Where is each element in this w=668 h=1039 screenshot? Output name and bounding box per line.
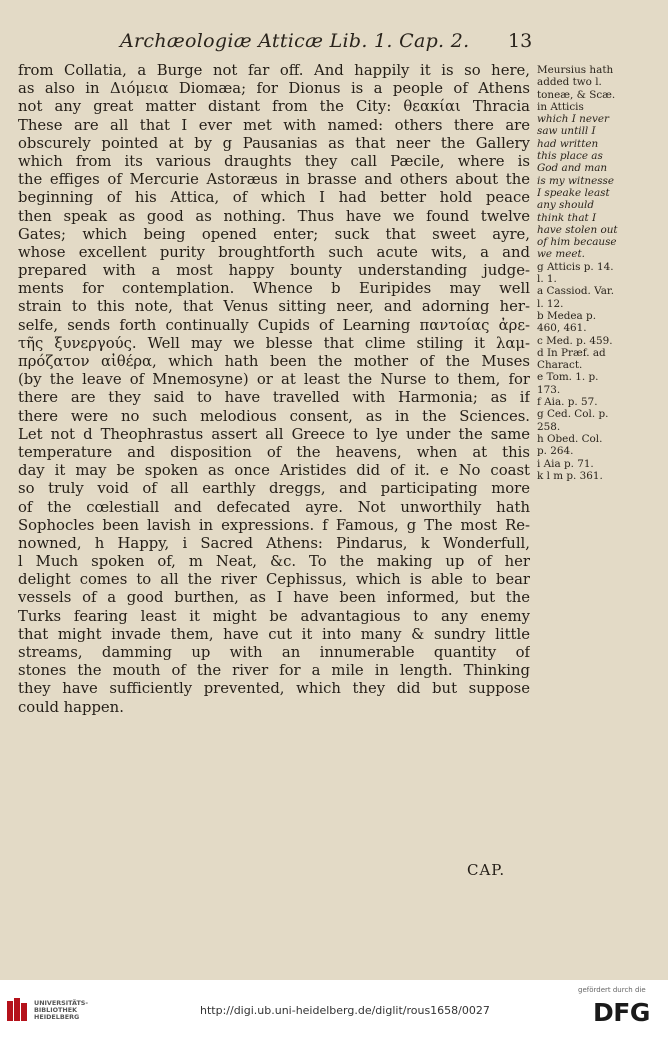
margin-notes <box>537 64 665 482</box>
margin-note: is my witnesse <box>537 174 615 187</box>
body-line: beginning of his Attica, of which I had better hold peace <box>18 189 530 207</box>
margin-note: 173. <box>537 383 561 396</box>
body-line: temperature and disposition of the heavens, when at this <box>18 443 530 461</box>
source-url[interactable]: http://digi.ub.uni-heidelberg.de/diglit/rous1658/0027 <box>200 1004 490 1017</box>
margin-note: God and man <box>537 162 608 175</box>
body-line: delight comes to all the river Cephissus, which is able to bear <box>18 571 530 589</box>
running-title: Archæologiæ Atticæ Lib. 1. Cap. 2. <box>120 30 470 52</box>
body-line: which from its various draughts they call Pæcile, where is <box>18 152 530 170</box>
margin-note: l. 12. <box>537 297 564 310</box>
margin-note: g Ced. Col. p. <box>537 408 609 421</box>
margin-note: any should <box>537 199 595 212</box>
body-line: could happen. <box>18 698 124 716</box>
margin-note: d In Præf. ad <box>537 346 606 359</box>
university-logo-icon <box>6 998 28 1022</box>
margin-note: f Aia. p. 57. <box>537 396 598 409</box>
margin-note: Meursius hath <box>537 64 614 76</box>
body-line: obscurely pointed at by g Pausanias as that neer the Gallery <box>18 134 530 152</box>
margin-note: think that I <box>537 211 597 224</box>
margin-note: i Aia p. 71. <box>537 457 594 470</box>
margin-note: b Medea p. <box>537 309 596 322</box>
margin-note: c Med. p. 459. <box>537 334 613 347</box>
margin-note: of him because <box>537 236 617 249</box>
body-line: then speak as good as nothing. Thus have we found twelve <box>18 207 530 225</box>
catchword: CAP. <box>467 861 506 879</box>
dfg-logo: DFG <box>593 998 650 1027</box>
body-line: streams, damming up with an innumerable quantity of <box>18 644 530 661</box>
body-line: selfe, sends forth continually Cupids of Learning παντοίας ἀρε- <box>18 316 530 334</box>
body-line: vessels of a good burthen, as I have been informed, but the <box>18 589 530 607</box>
body-line: of the cœlestiall and defecated ayre. Not unworthily hath <box>18 498 530 516</box>
library-name-line: BIBLIOTHEK <box>34 1006 78 1015</box>
body-text <box>18 62 530 717</box>
body-line: whose excellent purity broughtforth such acute wits, a and <box>18 243 530 261</box>
body-line: from Collatia, a Burge not far off. And happily it is so here, <box>18 62 530 79</box>
margin-note: Charact. <box>537 359 583 372</box>
library-name-line: HEIDELBERG <box>34 1013 80 1022</box>
viewer-footer <box>0 980 668 1039</box>
page-header <box>0 30 668 58</box>
body-line: day it may be spoken as once Aristides did of it. e No coast <box>18 462 530 480</box>
body-line: the effiges of Mercurie Astoræus in brasse and others about the <box>18 171 530 189</box>
body-line: as also in Διόμεια Diomæa; for Dionus is a people of Athens <box>18 80 530 98</box>
margin-note: saw untill I <box>537 125 596 138</box>
margin-note: k l m p. 361. <box>537 469 603 482</box>
margin-note: a Cassiod. Var. <box>537 285 615 298</box>
margin-note: have stolen out <box>537 223 618 236</box>
margin-note: we meet. <box>537 248 585 261</box>
body-line: ments for contemplation. Whence b Euripides may well <box>18 280 530 298</box>
body-line: not any great matter distant from the City: θεακίαι Thracia <box>18 98 530 116</box>
body-line: nowned, h Happy, i Sacred Athens: Pindarus, k Wonderfull, <box>18 534 530 552</box>
body-line: strain to this note, that Venus sitting neer, and adorning her- <box>18 298 530 316</box>
margin-note: e Tom. 1. p. <box>537 371 599 384</box>
body-line: so truly void of all earthly dreggs, and participating more <box>18 480 530 498</box>
body-line: These are all that I ever met with named: others there are <box>18 116 530 134</box>
body-line: that might invade them, have cut it into many & sundry little <box>18 625 530 643</box>
library-name-line: UNIVERSITÄTS- <box>34 999 89 1007</box>
body-line: τῆς ξυνεργούς. Well may we blesse that clime stiling it λαμ- <box>18 334 530 352</box>
body-line: stones the mouth of the river for a mile in length. Thinking <box>18 662 530 680</box>
body-line: prepared with a most happy bounty understanding judge- <box>18 262 530 280</box>
body-line: Sophocles been lavish in expressions. f Famous, g The most Re- <box>18 516 530 534</box>
margin-note: in Atticis <box>537 100 584 113</box>
margin-note: l. 1. <box>537 273 557 286</box>
margin-note: g Atticis p. 14. <box>537 260 614 273</box>
margin-note: this place as <box>537 150 603 163</box>
margin-note: toneæ, & Scæ. <box>537 88 616 101</box>
body-line: πρόζατον αἰθέρα, which hath been the mother of the Muses <box>18 353 530 370</box>
margin-note: added two l. <box>537 76 602 89</box>
margin-note: I speake least <box>537 186 610 199</box>
body-line: there are they said to have travelled with Harmonia; as if <box>18 389 530 407</box>
body-line: Turks fearing least it might be advantagious to any enemy <box>18 607 530 625</box>
body-line: they have sufficiently prevented, which they did but suppose <box>18 680 530 698</box>
margin-note: h Obed. Col. <box>537 432 603 445</box>
body-line: Gates; which being opened enter; suck that sweet ayre, <box>18 225 530 243</box>
funded-by-label: gefördert durch die <box>578 986 646 994</box>
library-name <box>34 1000 88 1022</box>
margin-note: had written <box>537 137 599 150</box>
margin-note: 258. <box>537 420 561 433</box>
page-number: 13 <box>508 30 533 52</box>
margin-note: 460, 461. <box>537 322 587 335</box>
body-line: (by the leave of Mnemosyne) or at least the Nurse to them, for <box>18 371 530 389</box>
body-line: there were no such melodious consent, as in the Sciences. <box>18 407 530 425</box>
margin-note: p. 264. <box>537 445 574 458</box>
margin-note: which I never <box>537 113 609 126</box>
body-line: Let not d Theophrastus assert all Greece to lye under the same <box>18 425 530 443</box>
body-line: l Much spoken of, m Neat, &c. To the making up of her <box>18 553 530 571</box>
